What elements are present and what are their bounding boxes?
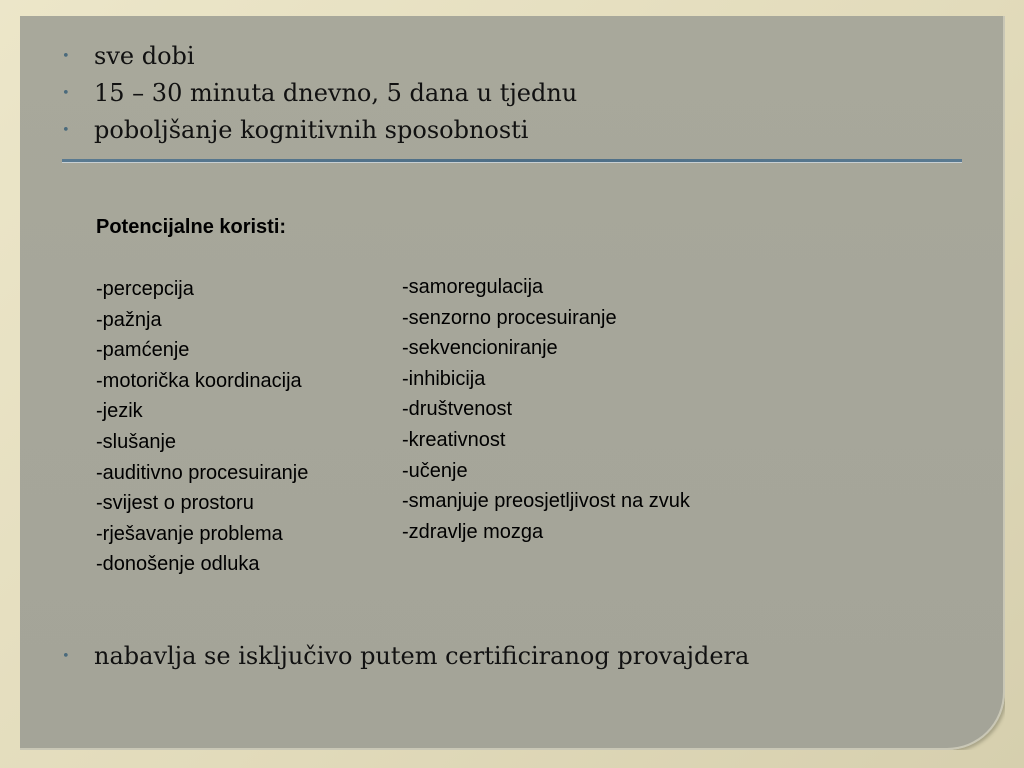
benefit-item: -rješavanje problema (96, 522, 283, 545)
bottom-bullet-list (62, 638, 749, 675)
bullet-dot-icon: • (62, 49, 70, 64)
benefits-right-column (402, 272, 690, 547)
bullet-item (62, 638, 749, 675)
benefits-title: Potencijalne koristi: (96, 216, 287, 238)
section-divider (62, 159, 962, 162)
benefit-item: -pamćenje (96, 339, 190, 362)
bullet-dot-icon: • (62, 649, 70, 664)
bullet-item (62, 112, 577, 149)
bullet-dot-icon: • (62, 123, 70, 138)
benefit-item: -svijest o prostoru (96, 492, 254, 515)
bullet-dot-icon: • (62, 86, 70, 101)
benefit-item: -sekvencioniranje (402, 337, 558, 360)
bullet-text: poboljšanje kognitivnih sposobnosti (94, 116, 529, 144)
bullet-item (62, 38, 577, 75)
benefit-item: -učenje (402, 459, 468, 482)
bullet-item (62, 75, 577, 112)
benefit-item: -senzorno procesuiranje (402, 306, 617, 329)
benefit-item: -motorička koordinacija (96, 369, 302, 392)
benefit-item: -donošenje odluka (96, 553, 260, 576)
bullet-text: 15 – 30 minuta dnevno, 5 dana u tjednu (94, 79, 578, 107)
benefit-item: -smanjuje preosjetljivost na zvuk (402, 490, 690, 513)
benefit-item: -percepcija (96, 278, 194, 300)
benefit-item: -društvenost (402, 398, 513, 421)
benefit-item: -slušanje (96, 430, 177, 453)
top-bullet-list (62, 38, 577, 149)
benefit-item: -auditivno procesuiranje (96, 461, 309, 484)
benefit-item: -samoregulacija (402, 276, 544, 298)
bullet-text: sve dobi (94, 42, 195, 70)
benefit-item: -zdravlje mozga (402, 520, 544, 543)
benefits-left-column (96, 274, 308, 580)
benefit-item: -kreativnost (402, 428, 506, 451)
benefit-item: -jezik (96, 400, 143, 423)
benefit-item: -inhibicija (402, 367, 486, 390)
benefit-item: -pažnja (96, 308, 162, 331)
bullet-text: nabavlja se isključivo putem certificiranog provajdera (94, 642, 750, 670)
